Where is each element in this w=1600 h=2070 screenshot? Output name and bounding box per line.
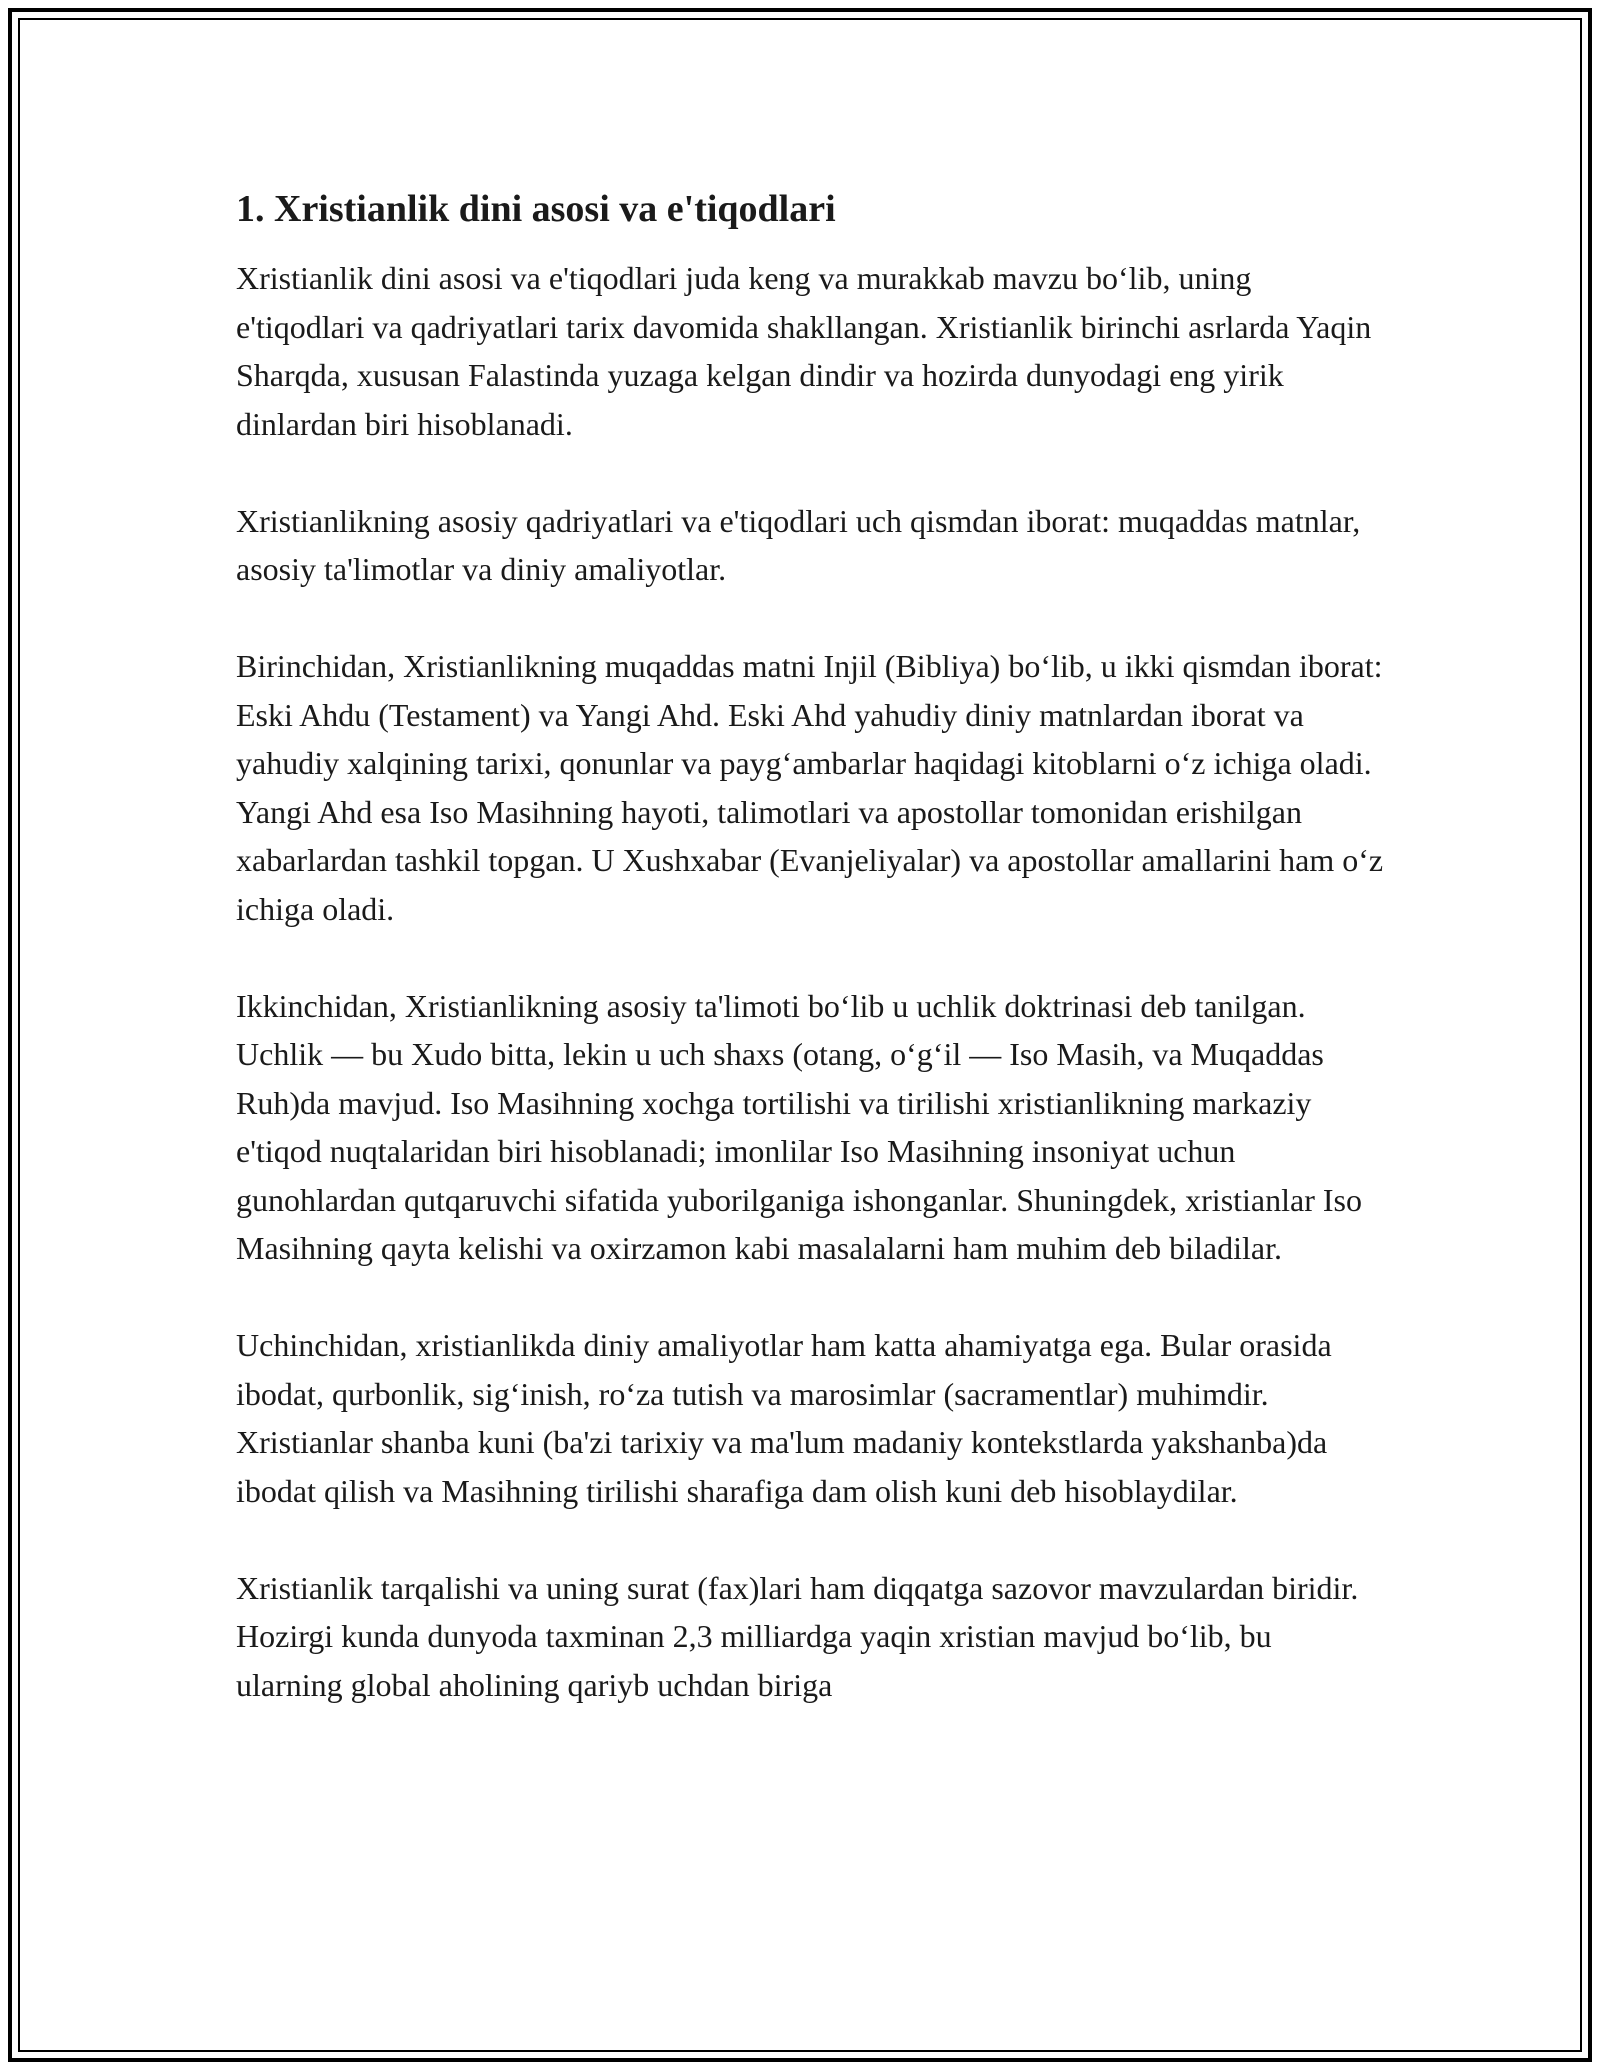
- document-body: [236, 184, 1386, 1758]
- paragraph-spread: Xristianlik tarqalishi va uning surat (fax)lari ham diqqatga sazovor mavzulardan biridir. Hozirgi kunda dunyoda taxminan 2,3 milliardga yaqin xristian mavjud bo‘lib, bu ularning global aholining qariyb uchdan biriga: [236, 1569, 1359, 1703]
- paragraph-first: Birinchidan, Xristianlikning muqaddas matni Injil (Bibliya) bo‘lib, u ikki qismdan iborat: Eski Ahdu (Testament) va Yangi Ahd. Eski Ahd yahudiy diniy matnlardan iborat va yahudiy xalqining tarixi, qonunlar va payg‘ambarlar haqidagi kitoblarni o‘z ichiga oladi. Yangi Ahd esa Iso Masihning hayoti, talimotlari va apostollar tomonidan erishilgan xabarlardan tashkil topgan. U Xushxabar (Evanjeliyalar) va apostollar amallarini ham o‘z ichiga oladi.: [236, 648, 1384, 927]
- paragraph-second: Ikkinchidan, Xristianlikning asosiy ta'limoti bo‘lib u uchlik doktrinasi deb tanilgan. Uchlik — bu Xudo bitta, lekin u uch shaxs (otang, o‘g‘il — Iso Masih, va Muqaddas Ruh)da mavjud. Iso Masihning xochga tortilishi va tirilishi xristianlikning markaziy e'tiqod nuqtalaridan biri hisoblanadi; imonlilar Iso Masihning insoniyat uchun gunohlardan qutqaruvchi sifatida yuborilganiga ishonganlar. Shuningdek, xristianlar Iso Masihning qayta kelishi va oxirzamon kabi masalalarni ham muhim deb biladilar.: [236, 987, 1362, 1266]
- paragraph-intro: Xristianlik dini asosi va e'tiqodlari juda keng va murakkab mavzu bo‘lib, uning e'tiqodlari va qadriyatlari tarix davomida shakllangan. Xristianlik birinchi asrlarda Yaqin Sharqda, xususan Falastinda yuzaga kelgan dindir va hozirda dunyodagi eng yirik dinlardan biri hisoblanadi.: [236, 260, 1372, 442]
- section-heading: 1. Xristianlik dini asosi va e'tiqodlari: [236, 188, 836, 230]
- paragraph-three-parts: Xristianlikning asosiy qadriyatlari va e'tiqodlari uch qismdan iborat: muqaddas matnlar, asosiy ta'limotlar va diniy amaliyotlar.: [236, 502, 1361, 587]
- paragraph-third: Uchinchidan, xristianlikda diniy amaliyotlar ham katta ahamiyatga ega. Bular orasida ibodat, qurbonlik, sig‘inish, ro‘za tutish va marosimlar (sacramentlar) muhimdir. Xristianlar shanba kuni (ba'zi tarixiy va ma'lum madaniy kontekstlarda yakshanba)da ibodat qilish va Masihning tirilishi sharafiga dam olish kuni deb hisoblaydilar.: [236, 1327, 1332, 1509]
